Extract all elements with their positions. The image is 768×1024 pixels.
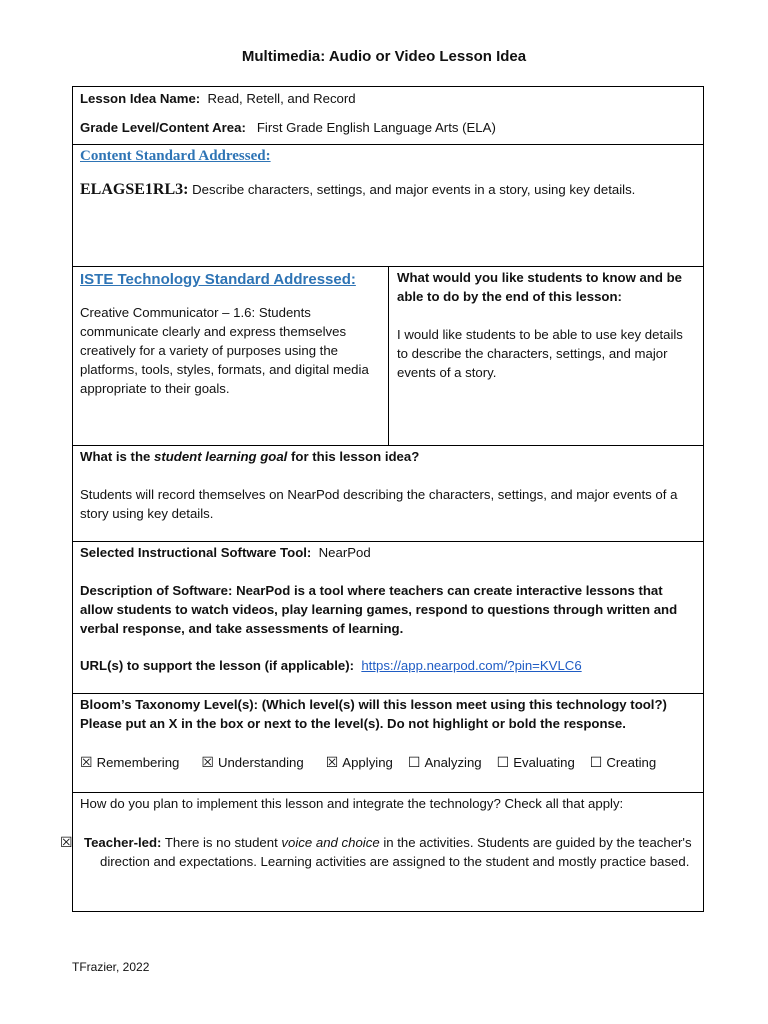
- blooms-option-label: Evaluating: [513, 755, 575, 770]
- know-do-text: I would like students to be able to use key details to describe the characters, settings, and major events of a story.: [397, 327, 683, 380]
- software-description: Description of Software: NearPod is a tool where teachers can create interactive lessons that allow students to watch videos, play learning games, respond to questions through written and verbal response, and take assessments of learning.: [80, 583, 678, 636]
- blooms-question-line1: Bloom’s Taxonomy Level(s): (Which level(s) will this lesson meet using this technology tool?): [80, 697, 667, 712]
- blooms-option-label: Analyzing: [424, 755, 482, 770]
- checkbox-unchecked-icon[interactable]: ☐: [496, 754, 510, 770]
- content-standard-text: [80, 180, 696, 199]
- implementation-row: [60, 793, 703, 911]
- url-line: [80, 656, 696, 675]
- know-do-heading: What would you like students to know and be able to do by the end of this lesson:: [397, 270, 683, 304]
- lesson-name-label: Lesson Idea Name:: [80, 91, 201, 106]
- blooms-option-creating[interactable]: [590, 753, 656, 772]
- blooms-option-label: Remembering: [96, 755, 180, 770]
- checkbox-unchecked-icon[interactable]: ☐: [589, 754, 603, 770]
- blooms-option-applying[interactable]: [326, 753, 393, 772]
- teacher-led-text-b: in the activities. Students are guided by the teacher's direction and expectations. Learning activities are assigned to the student and mostly practice based.: [100, 835, 692, 869]
- iste-heading: ISTE Technology Standard Addressed:: [80, 271, 356, 288]
- learning-goal-text: Students will record themselves on NearPod describing the characters, settings, and major events of a story using key details.: [80, 487, 678, 521]
- learning-goal-q-prefix: What is the: [80, 449, 154, 464]
- blooms-option-remembering[interactable]: [80, 753, 179, 772]
- standard-code: ELAGSE1RL3:: [80, 181, 189, 198]
- nearpod-url-link[interactable]: https://app.nearpod.com/?pin=KVLC6: [361, 658, 582, 673]
- checkbox-checked-icon[interactable]: ☒: [201, 754, 214, 770]
- lesson-info-row: [73, 87, 703, 145]
- teacher-led-label: Teacher-led:: [84, 835, 162, 850]
- lesson-name-value: Read, Retell, and Record: [207, 91, 356, 106]
- grade-level-label: Grade Level/Content Area:: [80, 120, 246, 135]
- checkbox-unchecked-icon[interactable]: ☐: [407, 754, 421, 770]
- standard-description: Describe characters, settings, and major events in a story, using key details.: [192, 182, 636, 197]
- learning-goal-q-emphasis: student learning goal: [154, 449, 288, 464]
- lesson-name-line: [80, 89, 696, 108]
- learning-goal-question: [80, 447, 696, 466]
- checkbox-checked-icon[interactable]: ☒: [325, 754, 339, 770]
- grade-level-value: First Grade English Language Arts (ELA): [256, 120, 496, 135]
- lesson-form-table: [60, 86, 704, 912]
- content-standard-row: [73, 145, 703, 267]
- software-tool-value: NearPod: [318, 545, 371, 560]
- blooms-option-analyzing[interactable]: [408, 753, 482, 772]
- grade-level-line: [80, 118, 696, 137]
- checkbox-checked-icon[interactable]: ☒: [80, 754, 93, 770]
- software-tool-label: Selected Instructional Software Tool:: [80, 545, 312, 560]
- blooms-row: [73, 694, 703, 793]
- software-tool-line: [80, 543, 696, 562]
- software-row: [73, 542, 703, 694]
- learning-goal-q-suffix: for this lesson idea?: [287, 449, 420, 464]
- iste-standard-text: Creative Communicator – 1.6: Students communicate clearly and express themselves creatively for a variety of purposes using the platforms, tools, styles, formats, and digital media appropriate to their goals.: [80, 305, 369, 396]
- blooms-checkbox-list: [80, 753, 696, 772]
- iste-row: [73, 267, 703, 446]
- blooms-option-label: Creating: [606, 755, 657, 770]
- document-title: Multimedia: Audio or Video Lesson Idea: [241, 48, 527, 65]
- url-label: URL(s) to support the lesson (if applicable):: [80, 658, 355, 673]
- blooms-question-line2: Please put an X in the box or next to the level(s). Do not highlight or bold the response.: [80, 716, 626, 731]
- blooms-option-understanding[interactable]: [201, 753, 303, 772]
- column-divider: [388, 267, 389, 445]
- footer-credit: TFrazier, 2022: [72, 960, 150, 974]
- teacher-led-text-a: There is no student: [161, 835, 282, 850]
- blooms-option-evaluating[interactable]: [497, 753, 575, 772]
- content-standard-heading: Content Standard Addressed:: [80, 148, 271, 164]
- teacher-led-text-emphasis: voice and choice: [281, 835, 380, 850]
- teacher-led-option: ☒ Teacher-led: There is no student voice and choice in the activities. Students are guided by the teacher's direction and expectations. Learning activities are assigned to the student and mostly practice based.: [60, 834, 692, 869]
- implementation-question: How do you plan to implement this lesson and integrate the technology? Check all that apply:: [80, 796, 624, 811]
- blooms-option-label: Applying: [342, 755, 393, 770]
- blooms-option-label: Understanding: [217, 755, 304, 770]
- learning-goal-row: [73, 446, 703, 542]
